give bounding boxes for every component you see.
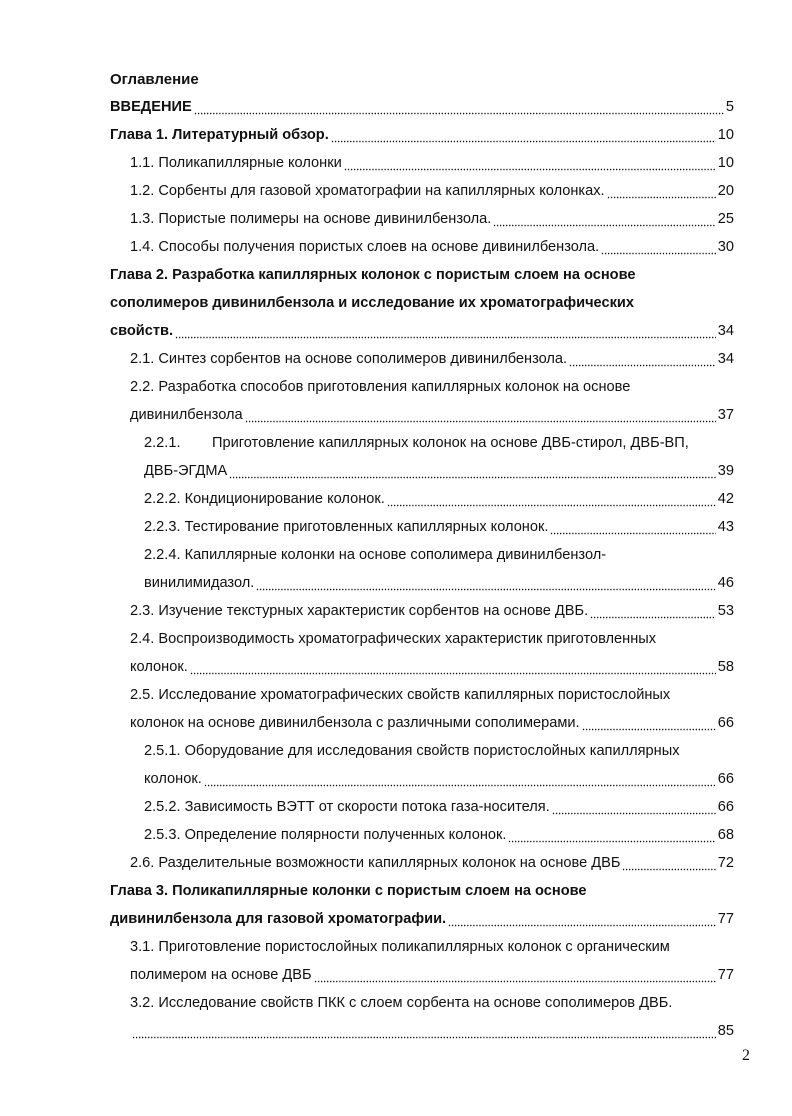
dot-leader xyxy=(194,97,724,117)
toc-page-number: 66 xyxy=(717,799,734,815)
toc-entry-text: 2.6. Разделительные возможности капиллярных колонок на основе ДВБ xyxy=(130,855,621,871)
toc-entry-chapter-1[interactable] xyxy=(110,125,734,145)
toc-page-number: 85 xyxy=(717,1023,734,1039)
dot-leader xyxy=(190,657,716,677)
toc-entry-2-5-3[interactable] xyxy=(144,825,734,845)
toc-page-number: 46 xyxy=(717,575,734,591)
toc-entry-3-1-line2[interactable] xyxy=(130,965,734,985)
toc-page-number: 66 xyxy=(717,771,734,787)
toc-entry-chapter-2-line3[interactable] xyxy=(110,321,734,341)
toc-page-number: 34 xyxy=(717,323,734,339)
toc-page-number: 30 xyxy=(717,239,734,255)
toc-entry-text: 3.1. Приготовление пористослойных поликапиллярных колонок с органическим xyxy=(130,939,670,955)
dot-leader xyxy=(550,517,715,537)
toc-page-number: 37 xyxy=(717,407,734,423)
toc-entry-1-4[interactable] xyxy=(130,237,734,257)
toc-entry-text: 2.4. Воспроизводимость хроматографических характеристик приготовленных xyxy=(130,631,657,647)
toc-entry-text: дивинилбензола для газовой хроматографии. xyxy=(110,911,447,927)
dot-leader xyxy=(582,713,716,733)
toc-entry-chapter-3-line1[interactable] xyxy=(110,881,734,901)
toc-entry-text: сополимеров дивинилбензола и исследование их хроматографических xyxy=(110,295,634,311)
toc-entry-text: 2.2. Разработка способов приготовления капиллярных колонок на основе xyxy=(130,379,631,395)
toc-page-number: 25 xyxy=(717,211,734,227)
toc-entry-text: свойств. xyxy=(110,323,174,339)
toc-entry-text: 2.3. Изучение текстурных характеристик сорбентов на основе ДВБ. xyxy=(130,603,589,619)
toc-entry-number: 2.2.1. xyxy=(144,435,181,451)
dot-leader xyxy=(314,965,716,985)
dot-leader xyxy=(552,797,716,817)
dot-leader xyxy=(331,125,716,145)
toc-entry-2-2-3[interactable] xyxy=(144,517,734,537)
toc-page-number: 58 xyxy=(717,659,734,675)
dot-leader xyxy=(204,769,716,789)
toc-page-number: 39 xyxy=(717,463,734,479)
toc-entry-text: 1.4. Способы получения пористых слоев на основе дивинилбензола. xyxy=(130,239,600,255)
toc-entry-2-5-1-line1[interactable] xyxy=(144,741,734,761)
toc-page-number: 68 xyxy=(717,827,734,843)
toc-entry-text: 2.2.2. Кондиционирование колонок. xyxy=(144,491,385,507)
toc-entry-text: 2.5.1. Оборудование для исследования свойств пористослойных капиллярных xyxy=(144,743,680,759)
toc-entry-text: Приготовление капиллярных колонок на основе ДВБ-стирол, ДВБ-ВП, xyxy=(212,435,689,451)
toc-entry-text: ДВБ-ЭГДМА xyxy=(144,463,228,479)
toc-entry-2-2-line1[interactable] xyxy=(130,377,734,397)
toc-page-number: 53 xyxy=(717,603,734,619)
toc-entry-2-2-1-line2[interactable] xyxy=(144,461,734,481)
toc-page-number: 66 xyxy=(717,715,734,731)
toc-entry-text: Глава 3. Поликапиллярные колонки с пористым слоем на основе xyxy=(110,883,587,899)
dot-leader xyxy=(622,853,715,873)
toc-entry-2-2-2[interactable] xyxy=(144,489,734,509)
toc-page-number: 77 xyxy=(717,967,734,983)
toc-entry-text: колонок на основе дивинилбензола с различными сополимерами. xyxy=(130,715,580,731)
toc-entry-2-5-line2[interactable] xyxy=(130,713,734,733)
dot-leader xyxy=(493,209,715,229)
dot-leader xyxy=(607,181,716,201)
toc-page-number: 20 xyxy=(717,183,734,199)
toc-entry-text: колонок. xyxy=(144,771,202,787)
dot-leader xyxy=(590,601,716,621)
toc-entry-3-2-line1[interactable] xyxy=(130,993,734,1013)
toc-entry-text: 1.3. Пористые полимеры на основе дивинилбензола. xyxy=(130,211,492,227)
toc-entry-text: Глава 2. Разработка капиллярных колонок с пористым слоем на основе xyxy=(110,267,636,283)
toc-entry-1-3[interactable] xyxy=(130,209,734,229)
toc-entry-2-2-1-line1[interactable] xyxy=(144,433,734,453)
toc-entry-text: 2.5. Исследование хроматографических свойств капиллярных пористослойных xyxy=(130,687,671,703)
toc-entry-text: дивинилбензола xyxy=(130,407,243,423)
toc-entry-chapter-2-line2[interactable] xyxy=(110,293,734,313)
toc-entry-text: 1.1. Поликапиллярные колонки xyxy=(130,155,342,171)
toc-entry-text: 2.2.3. Тестирование приготовленных капиллярных колонок. xyxy=(144,519,549,535)
toc-entry-chapter-3-line2[interactable] xyxy=(110,909,734,929)
dot-leader xyxy=(256,573,715,593)
toc-page-number: 10 xyxy=(717,127,734,143)
toc-entry-text: 2.2.4. Капиллярные колонки на основе сополимера дивинилбензол- xyxy=(144,547,607,563)
toc-page-number: 10 xyxy=(717,155,734,171)
toc-entry-2-2-4-line1[interactable] xyxy=(144,545,734,565)
toc-entry-2-4-line2[interactable] xyxy=(130,657,734,677)
toc-page-number: 34 xyxy=(717,351,734,367)
dot-leader xyxy=(175,321,716,341)
toc-entry-text: винилимидазол. xyxy=(144,575,255,591)
dot-leader xyxy=(344,153,716,173)
toc-entry-text: Глава 1. Литературный обзор. xyxy=(110,127,329,143)
toc-entry-2-6[interactable] xyxy=(130,853,734,873)
dot-leader xyxy=(601,237,716,257)
dot-leader xyxy=(448,909,716,929)
dot-leader xyxy=(132,1021,716,1041)
dot-leader xyxy=(387,489,716,509)
toc-entry-text: 3.2. Исследование свойств ПКК с слоем сорбента на основе сополимеров ДВБ. xyxy=(130,995,673,1011)
toc-entry-2-5-line1[interactable] xyxy=(130,685,734,705)
toc-page-number: 77 xyxy=(717,911,734,927)
toc-entry-2-5-2[interactable] xyxy=(144,797,734,817)
toc-entry-1-1[interactable] xyxy=(130,153,734,173)
toc-entry-2-2-4-line2[interactable] xyxy=(144,573,734,593)
toc-entry-text: колонок. xyxy=(130,659,188,675)
toc-heading: Оглавление xyxy=(110,71,199,88)
toc-entry-2-3[interactable] xyxy=(130,601,734,621)
toc-entry-chapter-2-line1[interactable] xyxy=(110,265,734,285)
toc-page-number: 43 xyxy=(717,519,734,535)
toc-entry-text: 2.5.2. Зависимость ВЭТТ от скорости потока газа-носителя. xyxy=(144,799,550,815)
toc-entry-2-2-line2[interactable] xyxy=(130,405,734,425)
toc-entry-3-1-line1[interactable] xyxy=(130,937,734,957)
toc-entry-2-1[interactable] xyxy=(130,349,734,369)
toc-entry-text: 2.1. Синтез сорбентов на основе сополимеров дивинилбензола. xyxy=(130,351,568,367)
toc-entry-3-2-line2[interactable] xyxy=(130,1021,734,1041)
dot-leader xyxy=(245,405,716,425)
toc-entry-text: ВВЕДЕНИЕ xyxy=(110,99,192,115)
toc-entry-1-2[interactable] xyxy=(130,181,734,201)
toc-entry-2-5-1-line2[interactable] xyxy=(144,769,734,789)
page-number: 2 xyxy=(742,1047,750,1064)
toc-entry-text: 1.2. Сорбенты для газовой хроматографии на капиллярных колонках. xyxy=(130,183,605,199)
toc-page-number: 72 xyxy=(717,855,734,871)
toc-entry-text: полимером на основе ДВБ xyxy=(130,967,312,983)
dot-leader xyxy=(508,825,715,845)
dot-leader xyxy=(569,349,716,369)
toc-entry-introduction[interactable] xyxy=(110,97,734,117)
toc-entry-text: 2.5.3. Определение полярности полученных колонок. xyxy=(144,827,507,843)
toc-entry-2-4-line1[interactable] xyxy=(130,629,734,649)
toc-page-number: 42 xyxy=(717,491,734,507)
toc-page-number: 5 xyxy=(725,99,734,115)
dot-leader xyxy=(229,461,716,481)
